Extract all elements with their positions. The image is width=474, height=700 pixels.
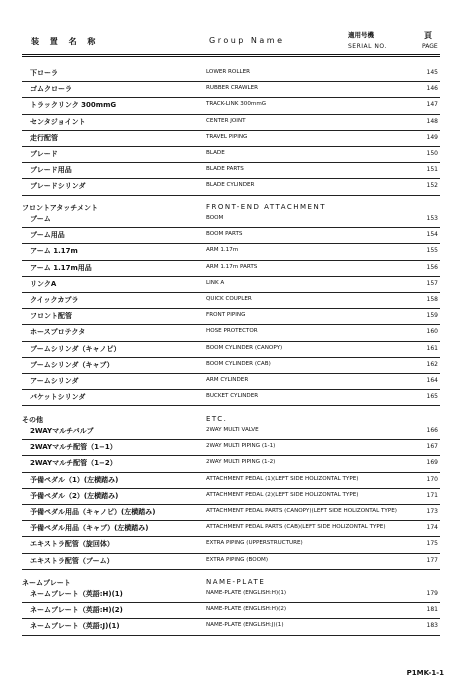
- table-row: [22, 373, 440, 390]
- page-number: 169: [426, 459, 438, 467]
- section-name-en: ETC.: [206, 415, 228, 423]
- group-name-en: ATTACHMENT PEDAL PARTS (CAB)(LEFT SIDE HOLIZONTAL TYPE): [206, 524, 386, 531]
- table-row: [22, 260, 440, 277]
- group-name-en: NAME-PLATE (ENGLISH:H)(1): [206, 590, 287, 596]
- part-name-jp: 2WAYマルチ配管（1−1）: [30, 443, 117, 452]
- part-name-jp: ブームシリンダ（キャブ）: [30, 360, 114, 369]
- part-name-jp: アーム 1.17m用品: [30, 263, 92, 272]
- page-number: 164: [426, 377, 438, 384]
- group-name-en: BOOM CYLINDER (CAB): [206, 360, 271, 367]
- table-row: [22, 130, 440, 147]
- part-name-jp: エキストラ配管（旋回体）: [30, 540, 114, 549]
- group-name-en: 2WAY MULTI PIPING (1-1): [206, 443, 276, 450]
- part-name-jp: トラックリンク 300mmG: [30, 101, 117, 110]
- table-row: [22, 341, 440, 358]
- group-name-en: RUBBER CRAWLER: [206, 85, 259, 92]
- group-name-en: LOWER ROLLER: [206, 69, 250, 75]
- page-code: P1MK-1-1: [406, 669, 444, 677]
- part-name-jp: 2WAYマルチバルブ: [30, 427, 94, 435]
- group-name-en: ARM 1.17m PARTS: [206, 263, 258, 270]
- table-row: [22, 308, 440, 325]
- table-row: [22, 520, 440, 537]
- table-row: [22, 178, 440, 195]
- page-number: 145: [426, 69, 438, 76]
- part-name-jp: ホースプロテクタ: [30, 328, 86, 337]
- table-row: [22, 65, 440, 82]
- page-number: 175: [426, 540, 438, 548]
- page-number: 167: [426, 443, 438, 451]
- table-row: [22, 227, 440, 244]
- group-name-en: BLADE PARTS: [206, 166, 244, 173]
- part-name-jp: リンクA: [30, 279, 57, 288]
- page-number: 157: [426, 279, 438, 287]
- page-number: 150: [426, 150, 438, 157]
- table-row: [22, 276, 440, 293]
- part-name-jp: バケットシリンダ: [30, 393, 86, 402]
- column-header-page-jp: 頁: [424, 31, 432, 40]
- section-name-jp: フロントアタッチメント: [22, 204, 99, 212]
- table-row: [22, 357, 440, 374]
- part-name-jp: ブーム用品: [30, 231, 65, 240]
- part-name-jp: ネームプレート（英語:J)(1): [30, 622, 120, 631]
- group-name-en: TRACK-LINK 300mmG: [206, 101, 267, 108]
- page-number: 171: [426, 491, 438, 499]
- table-row: [22, 439, 440, 456]
- page-number: 156: [426, 263, 438, 271]
- group-name-en: 2WAY MULTI VALVE: [206, 427, 259, 433]
- table-row: [22, 423, 440, 440]
- part-name-jp: ブーム: [30, 215, 51, 223]
- column-header-serial-en: SERIAL NO.: [348, 43, 387, 50]
- column-header-group-name: Group Name: [209, 36, 285, 45]
- page-number: 162: [426, 360, 438, 368]
- part-name-jp: 予備ペダル用品（キャノピ）(左横踏み): [30, 508, 156, 516]
- page-number: 183: [426, 622, 438, 630]
- table-row: [22, 211, 440, 228]
- table-row: [22, 243, 440, 260]
- table-row: [22, 292, 440, 309]
- table-row: [22, 618, 440, 635]
- table-row: [22, 553, 440, 570]
- group-name-en: BOOM: [206, 215, 224, 221]
- page-number: 177: [426, 556, 438, 564]
- group-name-en: ATTACHMENT PEDAL PARTS (CANOPY)(LEFT SIDE HOLIZONTAL TYPE): [206, 508, 397, 514]
- section-name-jp: ネームプレート: [22, 579, 71, 587]
- part-name-jp: 走行配管: [30, 133, 58, 142]
- part-name-jp: ネームプレート（英語:H)(1): [30, 590, 123, 598]
- part-name-jp: フロント配管: [30, 312, 72, 321]
- table-row: [22, 504, 440, 521]
- group-name-en: CENTER JOINT: [206, 117, 246, 124]
- group-name-en: FRONT PIPING: [206, 312, 246, 319]
- group-name-en: NAME-PLATE (ENGLISH:J)(1): [206, 622, 284, 629]
- page-number: 147: [426, 101, 438, 109]
- group-name-en: LINK A: [206, 279, 225, 286]
- table-row: [22, 536, 440, 553]
- part-name-jp: 予備ペダル（1）(左横踏み): [30, 475, 119, 484]
- page-number: 179: [426, 590, 438, 597]
- group-name-en: BOOM PARTS: [206, 231, 243, 238]
- table-row: [22, 162, 440, 179]
- group-name-en: EXTRA PIPING (UPPERSTRUCTURE): [206, 540, 303, 547]
- part-name-jp: 2WAYマルチ配管（1−2）: [30, 459, 117, 468]
- table-row: [22, 81, 440, 98]
- page-number: 159: [426, 312, 438, 320]
- page-number: 149: [426, 133, 438, 141]
- page-number: 165: [426, 393, 438, 401]
- column-header-serial-jp: 適用号機: [348, 31, 374, 39]
- page-number: 166: [426, 427, 438, 434]
- group-name-en: BUCKET CYLINDER: [206, 393, 259, 400]
- column-header-page-en: PAGE: [422, 43, 438, 50]
- part-name-jp: クイックカプラ: [30, 296, 79, 304]
- group-name-en: EXTRA PIPING (BOOM): [206, 556, 269, 563]
- group-name-en: ARM 1.17m: [206, 247, 239, 254]
- table-row: [22, 455, 440, 472]
- table-row: [22, 97, 440, 114]
- table-row: [22, 472, 440, 489]
- table-row: [22, 602, 440, 619]
- page-number: 153: [426, 215, 438, 222]
- part-name-jp: ブームシリンダ（キャノピ）: [30, 344, 121, 353]
- page-number: 152: [426, 182, 438, 190]
- group-name-en: BLADE CYLINDER: [206, 182, 255, 189]
- part-name-jp: 下ローラ: [30, 69, 58, 77]
- part-name-jp: 予備ペダル用品（キャブ）(左横踏み): [30, 524, 149, 533]
- group-name-en: ATTACHMENT PEDAL (2)(LEFT SIDE HOLIZONTAL TYPE): [206, 491, 359, 498]
- part-name-jp: ネームプレート（英語:H)(2): [30, 606, 123, 615]
- page-number: 146: [426, 85, 438, 93]
- page-number: 151: [426, 166, 438, 174]
- group-name-en: BOOM CYLINDER (CANOPY): [206, 344, 283, 351]
- page-number: 154: [426, 231, 438, 239]
- group-name-en: HOSE PROTECTOR: [206, 328, 258, 335]
- section-name-en: NAME-PLATE: [206, 578, 266, 586]
- header-rule-bottom: [22, 56, 440, 57]
- group-name-en: 2WAY MULTI PIPING (1-2): [206, 459, 276, 466]
- part-name-jp: エキストラ配管（ブーム）: [30, 556, 114, 565]
- group-name-en: ATTACHMENT PEDAL (1)(LEFT SIDE HOLIZONTAL TYPE): [206, 475, 359, 482]
- part-name-jp: ブレード用品: [30, 166, 72, 175]
- table-row: [22, 146, 440, 163]
- page-number: 161: [426, 344, 438, 352]
- section-name-jp: その他: [22, 416, 43, 424]
- section-name-en: FRONT-END ATTACHMENT: [206, 203, 326, 211]
- table-row: [22, 389, 440, 406]
- part-name-jp: アームシリンダ: [30, 377, 79, 385]
- table-row: [22, 324, 440, 341]
- part-name-jp: 予備ペダル（2）(左横踏み): [30, 491, 119, 500]
- page-number: 148: [426, 117, 438, 125]
- header-rule-top: [22, 54, 440, 55]
- page-number: 158: [426, 296, 438, 303]
- part-name-jp: ブレード: [30, 150, 58, 158]
- table-header: [0, 0, 474, 56]
- group-name-en: NAME-PLATE (ENGLISH:H)(2): [206, 606, 287, 613]
- page-number: 181: [426, 606, 438, 614]
- table-row: [22, 114, 440, 131]
- page-number: 160: [426, 328, 438, 336]
- page-number: 170: [426, 475, 438, 483]
- part-name-jp: センタジョイント: [30, 117, 86, 126]
- page-number: 174: [426, 524, 438, 532]
- group-name-en: TRAVEL PIPING: [206, 133, 248, 140]
- table-row: [22, 488, 440, 505]
- group-name-en: QUICK COUPLER: [206, 296, 252, 302]
- part-name-jp: ゴムクローラ: [30, 85, 72, 94]
- part-name-jp: アーム 1.17m: [30, 247, 78, 256]
- table-row: [22, 586, 440, 603]
- group-name-en: ARM CYLINDER: [206, 377, 249, 383]
- page-number: 155: [426, 247, 438, 255]
- column-header-name-jp: 装 置 名 称: [31, 37, 100, 46]
- group-name-en: BLADE: [206, 150, 225, 156]
- part-name-jp: ブレードシリンダ: [30, 182, 86, 191]
- page-number: 173: [426, 508, 438, 515]
